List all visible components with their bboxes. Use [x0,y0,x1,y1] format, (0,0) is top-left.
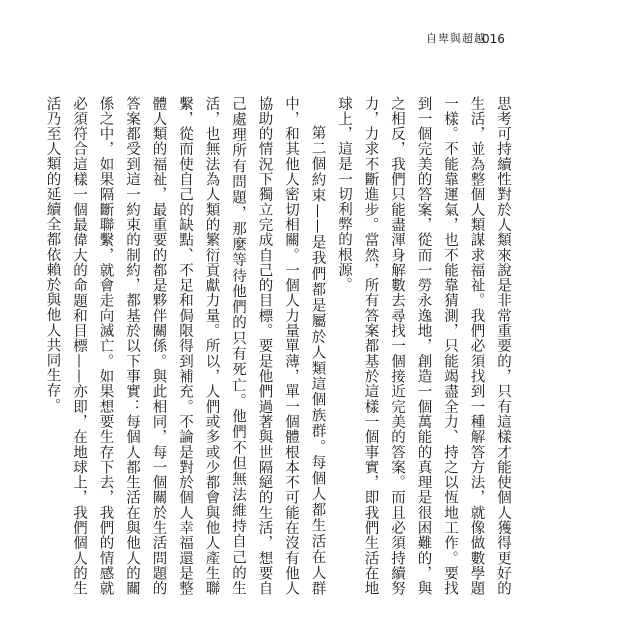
paragraph-1: 思考可持續性對於人類來說是非常重要的，只有這樣才能使個人獲得更好的生活，並為整個人類謀求福祉。我們必須找到一種解答方法，就像做數學題一樣。不能靠運氣，也不能靠猜測，只能竭盡全力、持之以恆地工作。要找到一個完美的答案，從而一勞永逸地，創造一個萬能的真理是很困難的，與之相反，我們只能盡渾身解數去尋找一個接近完美的答案。而且必須持續努力，力求不斷進步。當然，所有答案都基於這樣一個事實，即我們生活在地球上，這是一切利弊的根源。 [336,96,511,596]
page-header [0,31,640,47]
page-number: 016 [482,32,505,46]
running-title: 自卑與超越 [426,32,486,45]
vertical-body-text [44,96,516,596]
paragraph-2: 第二個約束——是我們都是屬於人類這個族群。每個人都生活在人群中，和其他人密切相關。一個人力量單薄，單一個體根本不可能在沒有他人協助的情況下獨立完成自己的目標。要是他們過著與世隔絕的生活，想要自己處理所有問題，那麼等待他們的只有死亡。他們不但無法維持自己的生活，也無法為人類的繁衍貢獻力量。所以，人們或多或少都會與他人產生聯繫，從而使自己的缺點、不足和侷限得到補充。不論是對於個人幸福還是整體人類的福祉，最重要的都是夥伴關係。與此相同，每一個關於生活問題的答案都受到這一約束的制約，都基於以下事實：每個人都生活在與他人的關係之中，如果隔斷聯繫，就會走向滅亡。如果想要生存下去，我們的情感就必須符合這樣一個最偉大的命題和目標——亦即，在地球上，我們個人的生活乃至人類的延續全都依賴於與他人共同生存。 [44,96,326,596]
